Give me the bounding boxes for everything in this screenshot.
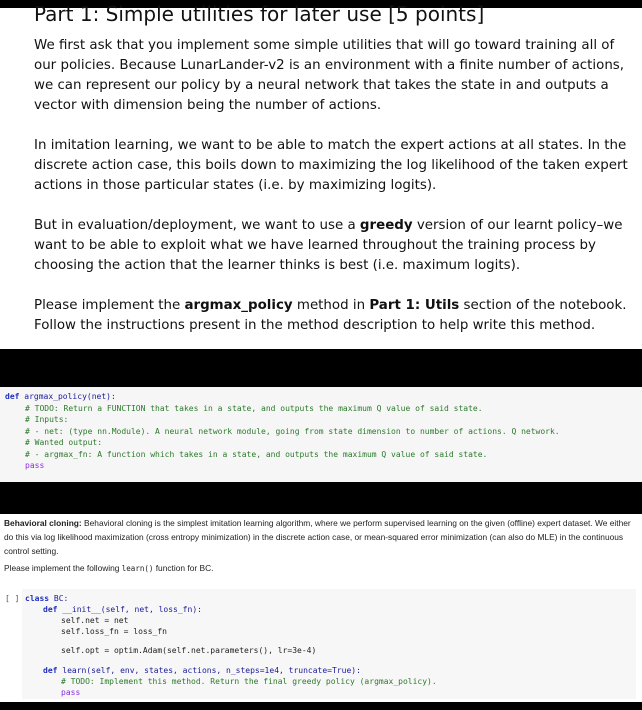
learn-def-line <box>43 665 361 676</box>
imitation-paragraph <box>34 136 629 196</box>
evaluation-text-a: But in evaluation/deployment, we want to use a <box>34 218 360 233</box>
intro-paragraph <box>34 36 629 116</box>
black-separator-2 <box>0 482 642 514</box>
imitation-paragraph-text: In imitation learning, we want to be able to match the expert actions at all states. In the discrete action case, this boils down to maximizing the log likelihood of the taken expert actions in those particular states (i.e. by maximizing logits). <box>34 138 628 193</box>
code-comment-line: # - net: (type nn.Module). A neural network module, going from state dimension to number of actions. Q network. <box>25 427 560 436</box>
code-comment-line: # Inputs: <box>25 415 69 424</box>
def-keyword: def <box>5 392 20 401</box>
def-keyword: def <box>43 666 58 675</box>
init-def-line <box>43 604 202 615</box>
intro-paragraph-text: We first ask that you implement some simple utilities that will go toward training all of our policies. Because LunarLander-v2 is an environment with a finite number of actions, we can represent our policy by a neural network that takes the state in and outputs a vector with dimension being the number of actions. <box>34 38 625 113</box>
greedy-bold: greedy <box>359 218 413 233</box>
implement-paragraph <box>34 296 629 336</box>
code-comment-line: # Wanted output: <box>25 438 103 447</box>
implement-text-c: section of the notebook. Follow the instructions present in the method description to help write this method. <box>34 298 627 333</box>
code-pass-line: pass <box>25 461 45 470</box>
part1-utils-bold: Part 1: Utils <box>369 298 460 313</box>
init-signature: __init__(self, net, loss_fn): <box>57 605 202 614</box>
black-separator-1 <box>0 349 642 387</box>
argmax-code-cell[interactable] <box>0 387 642 482</box>
learn-todo-line: # TODO: Implement this method. Return the final greedy policy (argmax_policy). <box>61 677 437 686</box>
cell-run-bracket[interactable]: [ ] <box>5 594 20 603</box>
bc-instruction <box>4 561 636 576</box>
evaluation-paragraph <box>34 216 629 276</box>
bc-instr-a: Please implement the following <box>4 563 122 573</box>
bc-description <box>4 516 636 558</box>
self-net-line: self.net = net <box>61 616 129 625</box>
self-opt-line: self.opt = optim.Adam(self.net.parameters(), lr=3e-4) <box>61 646 317 655</box>
learn-pass-line: pass <box>61 688 81 697</box>
class-line <box>25 593 68 604</box>
section-heading: Part 1: Simple utilities for later use [5 points] <box>34 2 485 26</box>
evaluation-text-b: version of our learnt policy–we want to be able to exploit what we have learned throughout the training process by choosing the action that the learner thinks is best (i.e. maximum logits). <box>34 218 623 273</box>
learn-signature: learn(self, env, states, actions, n_steps=1e4, truncate=True): <box>57 666 361 675</box>
learn-code-inline: learn() <box>121 564 154 573</box>
argmax-signature: argmax_policy(net): <box>19 392 116 401</box>
bc-instr-b: function for BC. <box>153 563 214 573</box>
class-name: BC: <box>49 594 69 603</box>
code-def-line <box>5 391 116 402</box>
implement-text-b: method in <box>292 298 370 313</box>
code-comment-line: # - argmax_fn: A function which takes in a state, and outputs the maximum Q value of said state. <box>25 450 488 459</box>
argmax-policy-bold: argmax_policy <box>184 298 293 313</box>
code-comment-line: # TODO: Return a FUNCTION that takes in a state, and outputs the maximum Q value of said state. <box>25 404 483 413</box>
bottom-black-bar <box>0 702 642 710</box>
bc-title: Behavioral cloning: <box>4 518 82 528</box>
self-loss-line: self.loss_fn = loss_fn <box>61 627 167 636</box>
def-keyword: def <box>43 605 58 614</box>
bc-desc-text: Behavioral cloning is the simplest imitation learning algorithm, where we perform supervised learning on the given (offline) expert dataset. We either do this via log likelihood maximization (cross entropy minimization) in the discrete action case, or mean-squared error minimization (can also do MLE) in the continuous control setting. <box>4 518 631 556</box>
implement-text-a: Please implement the <box>34 298 185 313</box>
class-keyword: class <box>25 594 50 603</box>
bc-code-cell[interactable] <box>22 589 636 699</box>
